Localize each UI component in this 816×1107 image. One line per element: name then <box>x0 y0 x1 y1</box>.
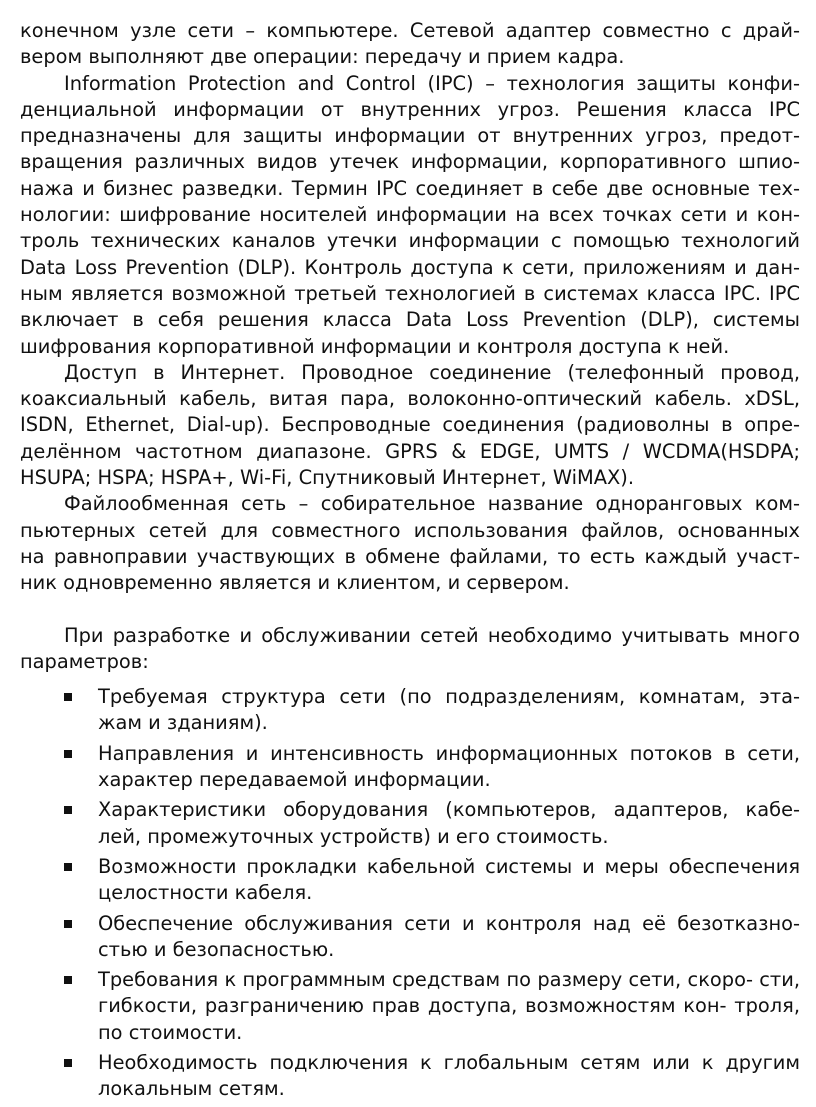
text-line: параметров: <box>20 649 149 673</box>
text-line: При разработке и обслуживании сетей необходимо учитывать много <box>64 623 800 647</box>
text-line: предназначены для защиты информации от внутренних угроз, предот- <box>20 124 800 148</box>
square-bullet-icon <box>64 976 72 984</box>
text-line: Data Loss Prevention (DLP). Контроль доступа к сети, приложениям и дан- <box>20 255 800 279</box>
text-line: характер передаваемой информации. <box>98 768 491 792</box>
text-line: Требования к программным средствам по размеру сети, скоро- сти, <box>98 968 800 992</box>
list-item <box>20 967 800 1046</box>
square-bullet-icon <box>64 750 72 758</box>
text-line: Information Protection and Control (IPC) – технология защиты конфи- <box>64 71 800 95</box>
text-line: Обеспечение обслуживания сети и контроля над её безотказно- <box>98 911 800 935</box>
square-bullet-icon <box>64 693 72 701</box>
text-line: Файлообменная сеть – собирательное название одноранговых ком- <box>64 492 800 516</box>
list-item <box>20 911 800 964</box>
text-line: целостности кабеля. <box>98 881 313 905</box>
text-line: ник одновременно является и клиентом, и сервером. <box>20 571 570 595</box>
square-bullet-icon <box>64 863 72 871</box>
list-item <box>20 854 800 907</box>
paragraph-intro <box>20 623 800 676</box>
text-line: стью и безопасностью. <box>98 937 335 961</box>
text-line: ISDN, Ethernet, Dial-up). Беспроводные соединения (радиоволны в опре- <box>20 413 800 437</box>
text-line: пьютерных сетей для совместного использования файлов, основанных <box>20 518 800 542</box>
text-line: жам и зданиям). <box>98 711 268 735</box>
square-bullet-icon <box>64 806 72 814</box>
text-line: конечном узле сети – компьютере. Сетевой адаптер совместно с драй- <box>20 19 800 42</box>
text-line: по стоимости. <box>98 1020 243 1044</box>
text-line: Доступ в Интернет. Проводное соединение (телефонный провод, <box>64 360 800 384</box>
list-item <box>20 1050 800 1103</box>
text-line: троль технических каналов утечки информации с помощью технологий <box>20 229 800 253</box>
text-line: ным является возможной третьей технологией в системах класса IPC. IPC <box>20 281 800 305</box>
paragraph-internet-access <box>20 360 800 491</box>
text-line: Направления и интенсивность информационных потоков в сети, <box>98 741 800 765</box>
text-line: вером выполняют две операции: передачу и прием кадра. <box>20 45 625 69</box>
parameter-list <box>20 684 800 1102</box>
text-line: нологии: шифрование носителей информации на всех точках сети и кон- <box>20 203 800 227</box>
text-line: Характеристики оборудования (компьютеров, адаптеров, кабе- <box>98 798 800 822</box>
paragraph-continuation <box>20 18 800 71</box>
text-line: включает в себя решения класса Data Loss Prevention (DLP), системы <box>20 308 800 332</box>
text-line: HSUPA; HSPA; HSPA+, Wi-Fi, Спутниковый Интернет, WiMAX). <box>20 466 635 490</box>
list-item <box>20 797 800 850</box>
square-bullet-icon <box>64 1059 72 1067</box>
text-line: на равноправии участвующих в обмене файлами, то есть каждый участ- <box>20 544 800 568</box>
text-line: делённом частотном диапазоне. GPRS & EDGE, UMTS / WCDMA(HSDPA; <box>20 439 800 463</box>
text-line: коаксиальный кабель, витая пара, волоконно-оптический кабель. xDSL, <box>20 387 800 411</box>
list-item <box>20 684 800 737</box>
list-item <box>20 741 800 794</box>
paragraph-ipc <box>20 71 800 360</box>
document-page <box>20 18 800 1107</box>
text-line: вращения различных видов утечек информации, корпоративного шпио- <box>20 150 800 174</box>
square-bullet-icon <box>64 920 72 928</box>
text-line: лей, промежуточных устройств) и его стоимость. <box>98 824 609 848</box>
paragraph-gap <box>20 597 800 623</box>
paragraph-file-sharing <box>20 491 800 596</box>
text-line: Необходимость подключения к глобальным сетям или к другим <box>98 1050 800 1074</box>
text-line: нажа и бизнес разведки. Термин IPC соединяет в себе две основные тех- <box>20 176 800 200</box>
text-line: Возможности прокладки кабельной системы и меры обеспечения <box>98 854 800 878</box>
text-line: гибкости, разграничению прав доступа, возможностям кон- троля, <box>98 994 800 1018</box>
text-line: шифрования корпоративной информации и контроля доступа к ней. <box>20 334 730 358</box>
text-line: локальным сетям. <box>98 1077 285 1101</box>
text-line: Требуемая структура сети (по подразделениям, комнатам, эта- <box>98 685 800 709</box>
text-line: денциальной информации от внутренних угроз. Решения класса IPC <box>20 97 800 121</box>
